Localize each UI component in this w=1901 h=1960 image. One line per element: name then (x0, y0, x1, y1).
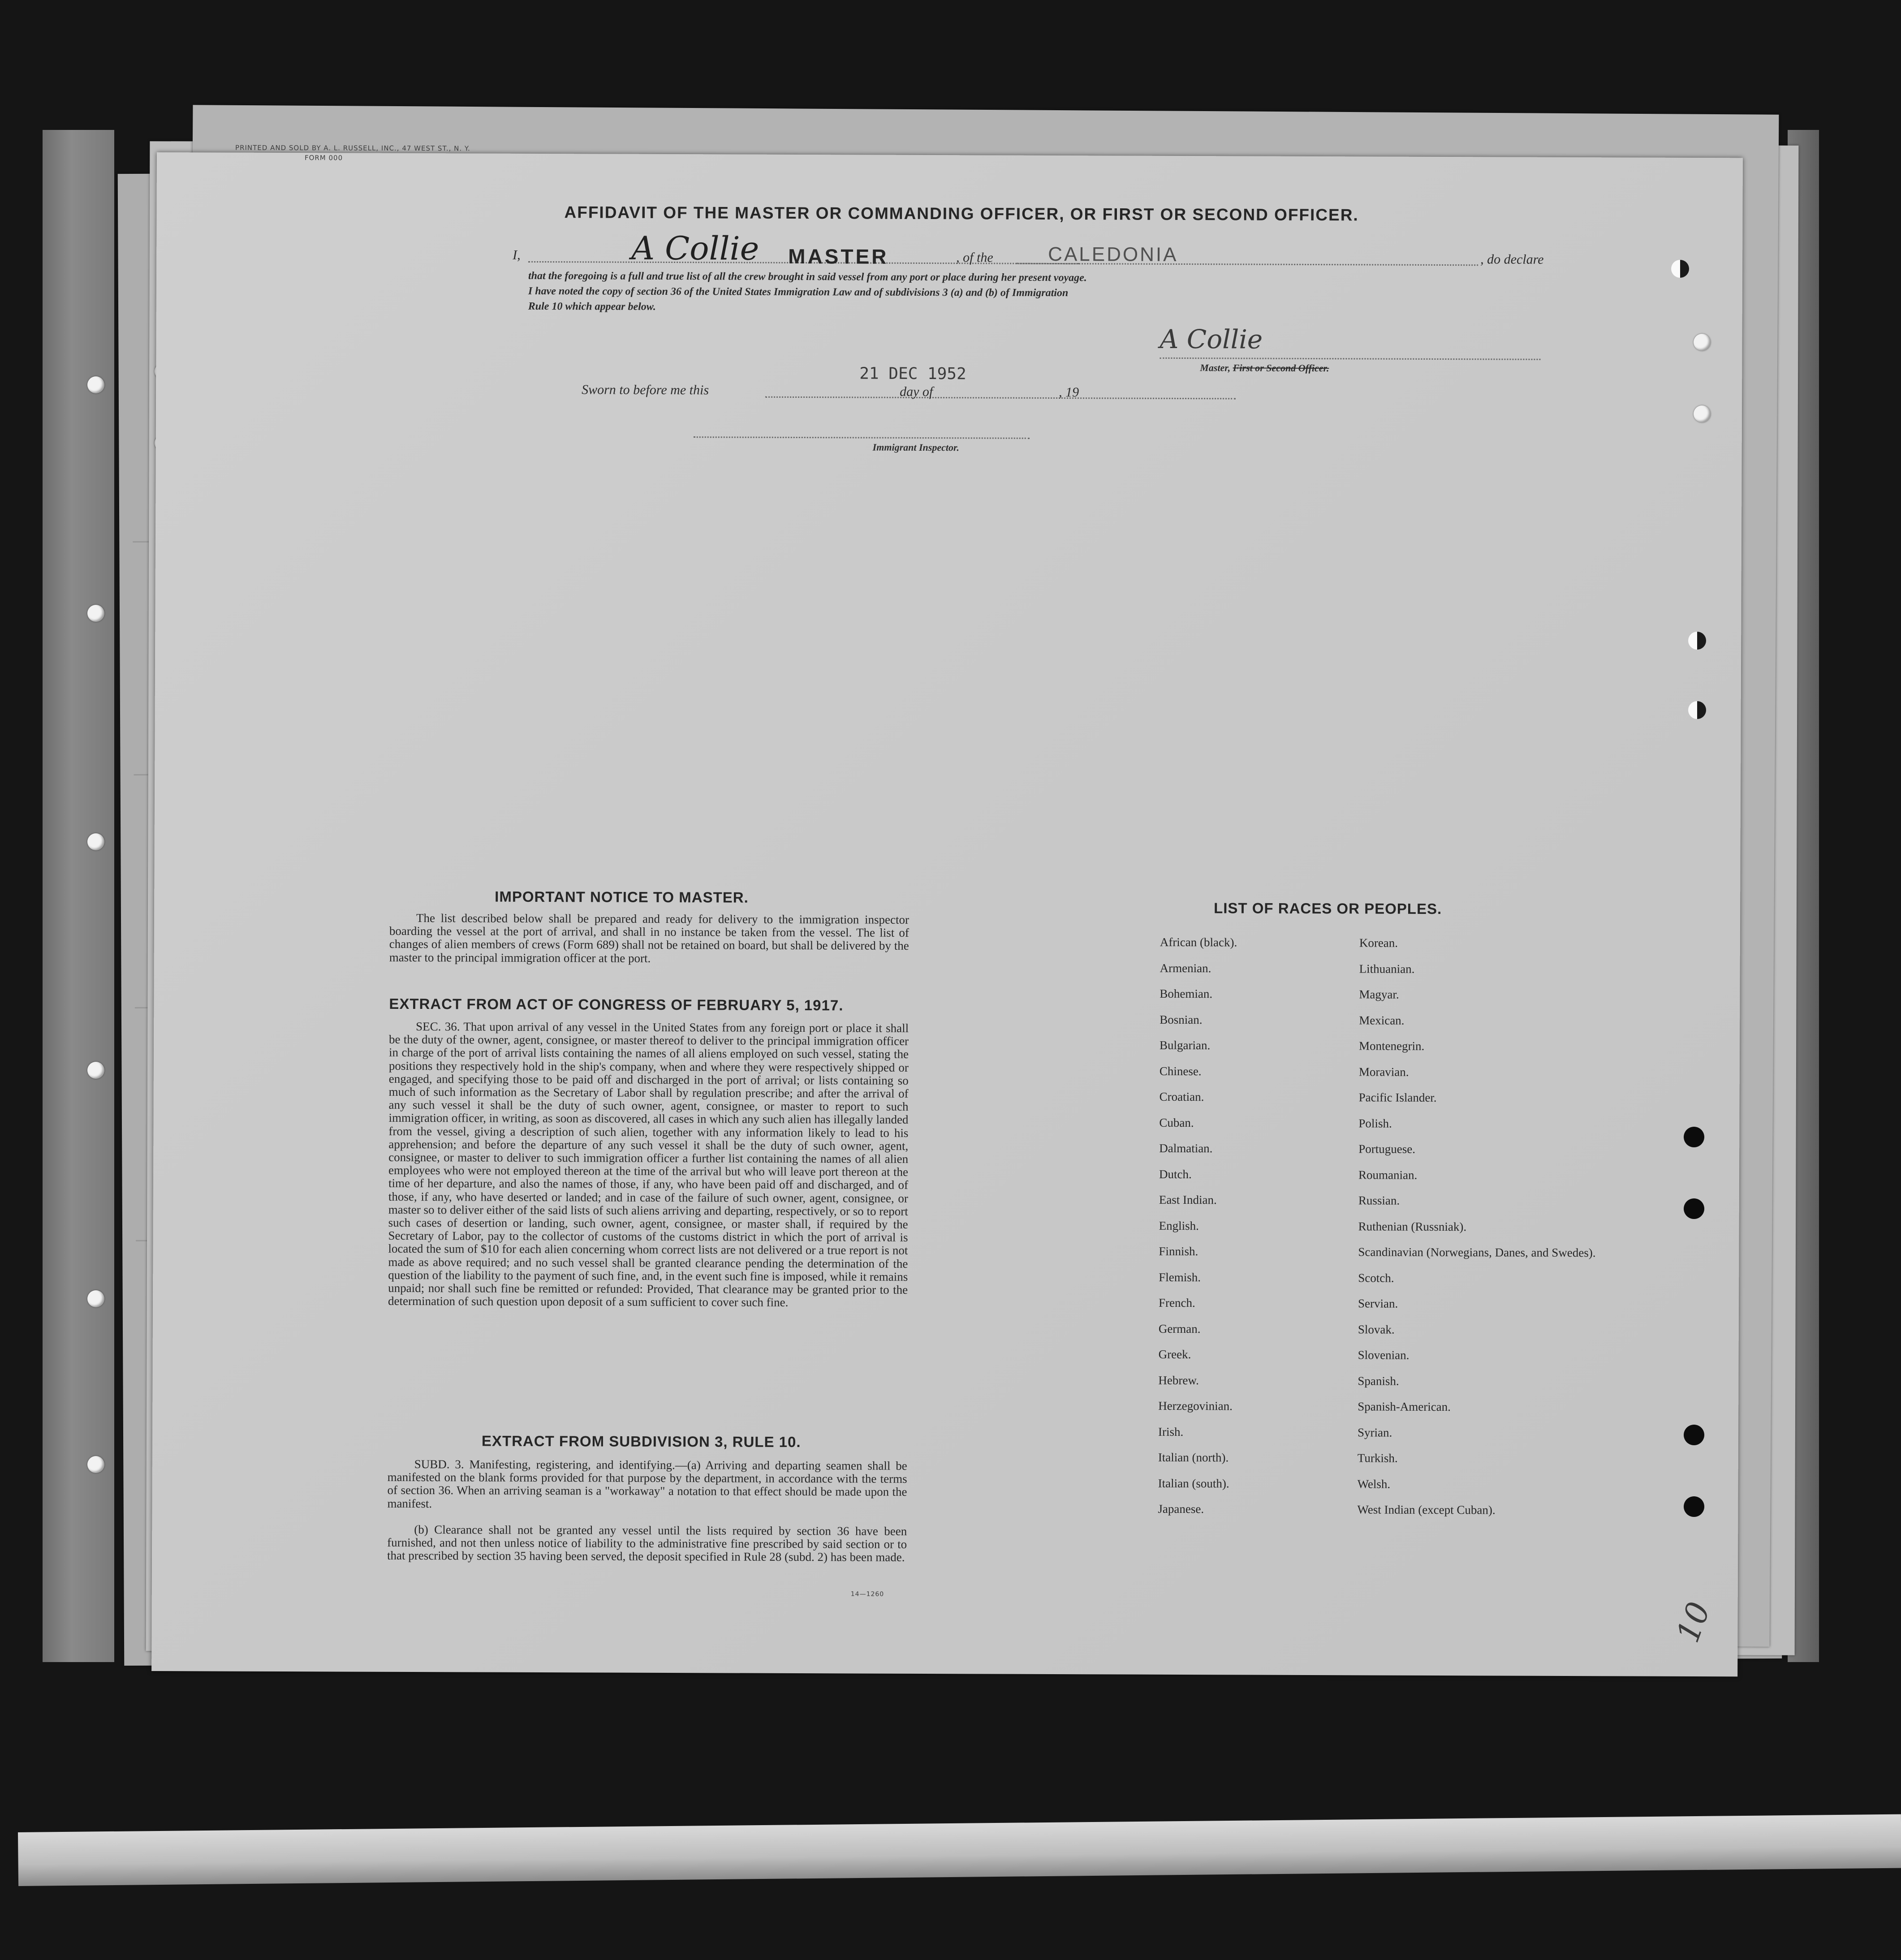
race-item: East Indian. (1159, 1193, 1217, 1207)
race-item: Herzegovinian. (1158, 1399, 1233, 1413)
master-caption-label: Master, (1200, 362, 1231, 374)
race-item: African (black). (1160, 935, 1237, 949)
race-item: Scotch. (1358, 1271, 1394, 1285)
binder-hole (87, 1290, 104, 1307)
declaration-line: that the foregoing is a full and true list of all the crew brought in said vessel from any port or place during her present voyage. (528, 270, 1087, 284)
printer-imprint: PRINTED AND SOLD BY A. L. RUSSELL, INC., 47 WEST ST., N. Y. (235, 143, 470, 153)
binder-hole (1694, 405, 1711, 422)
sworn-date-stamp: 21 DEC 1952 (859, 364, 966, 383)
binder-hole (1688, 701, 1706, 719)
race-item: Roumanian. (1358, 1167, 1418, 1182)
race-item: Moravian. (1358, 1064, 1409, 1079)
race-item: Greek. (1158, 1347, 1191, 1361)
race-item: Servian. (1358, 1297, 1398, 1310)
sworn-label: Sworn to before me this (582, 382, 709, 398)
race-item: French. (1158, 1296, 1195, 1310)
race-item: Spanish. (1358, 1374, 1399, 1388)
notice-body: The list described below shall be prepared and ready for delivery to the immigration inspector boarding the vessel at the port of arrival, and shall in no instance be taken from the vessel. The list of changes of alien members of crews (Form 689) shall not be retained on board, but shall be delivered by the master to the principal immigration officer at the port. (389, 911, 910, 965)
race-item: Dalmatian. (1159, 1141, 1213, 1155)
race-item: Magyar. (1359, 987, 1399, 1001)
race-item: Pacific Islander. (1358, 1090, 1437, 1104)
race-item: German. (1158, 1322, 1201, 1335)
rule-extract-title: EXTRACT FROM SUBDIVISION 3, RULE 10. (481, 1432, 801, 1451)
race-item: Montenegrin. (1359, 1039, 1425, 1053)
binder-board-left (43, 130, 114, 1662)
race-item: Chinese. (1159, 1064, 1202, 1078)
form-number: FORM 000 (304, 154, 343, 162)
day-of-label: day of (900, 384, 933, 400)
race-item: Korean. (1359, 936, 1398, 950)
rule-extract-para-b: (b) Clearance shall not be granted any vessel until the lists required by section 36 have been furnished, and not then unless notice of liability to the administrative fine prescribed by said section or to that prescribed by section 35 having been served, the deposit specified in Rule 28 (subd. 2) has been made. (387, 1523, 907, 1564)
binder-hole (1684, 1198, 1704, 1219)
race-item: Turkish. (1357, 1451, 1398, 1465)
races-title: LIST OF RACES OR PEOPLES. (1214, 900, 1442, 918)
year-prefix: , 19 (1059, 385, 1079, 400)
race-item: Hebrew. (1158, 1373, 1199, 1387)
folio-number: 10 (1669, 1597, 1718, 1647)
race-item: Russian. (1358, 1193, 1400, 1207)
binder-hole (87, 833, 104, 850)
binder-hole (87, 1062, 104, 1079)
struck-officer-caption: First or Second Officer. (1233, 362, 1329, 374)
affidavit-title: AFFIDAVIT OF THE MASTER OR COMMANDING OFFICER, OR FIRST OR SECOND OFFICER. (564, 203, 1359, 224)
race-item: Syrian. (1357, 1425, 1392, 1439)
signature-line (1160, 358, 1540, 360)
i-label: I, (513, 247, 521, 263)
sworn-date-line (765, 396, 1236, 400)
rank-stamp: MASTER (788, 244, 889, 268)
binder-hole (1671, 260, 1689, 278)
race-item: English. (1159, 1219, 1199, 1232)
race-item: Japanese. (1158, 1502, 1204, 1516)
form-footer-code: 14—1260 (850, 1590, 884, 1598)
race-item: Lithuanian. (1359, 961, 1415, 976)
vessel-name-stamp: CALEDONIA (1048, 243, 1178, 266)
race-item: Welsh. (1357, 1477, 1391, 1491)
inspector-label: Immigrant Inspector. (872, 441, 959, 453)
race-item: Italian (north). (1158, 1450, 1229, 1465)
race-item: Spanish-American. (1358, 1400, 1451, 1414)
binder-hole (87, 376, 104, 393)
master-caption (1200, 362, 1329, 374)
binder-hole (1688, 632, 1706, 650)
race-item: Portuguese. (1358, 1142, 1416, 1156)
rule-extract-para-a: SUBD. 3. Manifesting, registering, and identifying.—(a) Arriving and departing seamen shall be manifested on the blank forms provided for that purpose by the department, in accordance with the terms of section 36. When an arriving seaman is a "workaway" a notation to that effect should be made upon the manifest. (387, 1457, 907, 1510)
master-signature: A Collie (1160, 323, 1263, 355)
binder-hole (1684, 1496, 1704, 1517)
race-item: Italian (south). (1158, 1476, 1229, 1490)
race-item: Finnish. (1159, 1244, 1198, 1258)
race-item: Slovenian. (1358, 1348, 1410, 1362)
act-extract-title: EXTRACT FROM ACT OF CONGRESS OF FEBRUARY 5, 1917. (389, 995, 844, 1014)
races-right-column (1357, 936, 1596, 1529)
race-item: Armenian. (1160, 961, 1211, 975)
act-extract-body: SEC. 36. That upon arrival of any vessel in the United States from any foreign port or place it shall be the duty of the owner, agent, consignee, or master thereof to deliver to the principal immigration officer in charge of the port of arrival lists containing the names of all aliens employed on such vessel, stating the positions they respectively hold in the ship's company, when and where they were respectively shipped or engaged, and specifying those to be paid off and discharged in the port of arrival; or lists containing so much of such information as the Secretary of Labor shall by regulation prescribe; and after the arrival of any such vessel it shall be the duty of such owner, agent, consignee, or master to report to such immigration officer, in writing, as soon as discovered, all cases in which any such alien has illegally landed from the vessel, giving a description of such alien, together with any information likely to lead to his apprehension; and before the departure of any such vessel it shall be the duty of such owner, agent, consignee, or master to deliver to such immigration officer a further list containing the names of all alien employees who were not employed thereon at the time of the arrival but who will leave port thereon at the time of her departure, and also the names of those, if any, who have been paid off and discharged, and of those, if any, who have deserted or landed; and in case of the failure of such owner, agent, consignee, or master so to deliver either of the said lists of such aliens arriving and departing, respectively, or so to report such cases of desertion or landing, such owner, agent, consignee, or master shall, if required by the Secretary of Labor, pay to the collector of customs of the customs district in which the port of arrival is located the sum of $10 for each alien concerning whom correct lists are not delivered or a true report is not made as above required; and no such vessel shall be granted clearance pending the determination of the question of the liability to the payment of such fine, and, in the event such fine is imposed, while it remains unpaid; nor shall such fine be remitted or refunded: Provided, That clearance may be granted prior to the determination of such question upon deposit of a sum sufficient to cover such fine. (388, 1020, 909, 1310)
race-item: Irish. (1158, 1425, 1184, 1439)
notice-title: IMPORTANT NOTICE TO MASTER. (495, 888, 749, 906)
race-item: Bulgarian. (1160, 1038, 1211, 1052)
race-item: Polish. (1358, 1116, 1392, 1130)
race-item: Slovak. (1358, 1322, 1395, 1336)
inspector-signature-line (694, 436, 1030, 439)
race-item: Mexican. (1359, 1013, 1405, 1027)
binder-hole (87, 605, 104, 622)
of-the-label: , of the (956, 250, 993, 265)
race-item: Flemish. (1159, 1270, 1201, 1284)
race-item: Bohemian. (1160, 986, 1213, 1001)
binder-hole (1684, 1127, 1704, 1147)
binder-hole (1684, 1425, 1704, 1445)
race-item: Dutch. (1159, 1167, 1192, 1181)
race-item: Bosnian. (1160, 1012, 1203, 1026)
binder-hole (1694, 334, 1711, 351)
declaration-line: Rule 10 which appear below. (528, 300, 656, 313)
do-declare-label: , do declare (1480, 252, 1544, 267)
race-item: Ruthenian (Russniak). (1358, 1219, 1467, 1233)
affidavit-sheet (151, 143, 1743, 1676)
races-left-column (1158, 935, 1348, 1529)
declaration-line: I have noted the copy of section 36 of the United States Immigration Law and of subdivisions 3 (a) and (b) of Immigration (528, 285, 1069, 299)
race-item: West Indian (except Cuban). (1357, 1503, 1496, 1517)
declaration-text (528, 268, 1559, 318)
binder-hole (87, 1456, 104, 1473)
race-item: Cuban. (1159, 1116, 1194, 1129)
race-item: Croatian. (1159, 1090, 1204, 1104)
race-item: Scandinavian (Norwegians, Danes, and Swedes). (1358, 1245, 1596, 1260)
master-name-signature: A Collie (631, 229, 759, 267)
